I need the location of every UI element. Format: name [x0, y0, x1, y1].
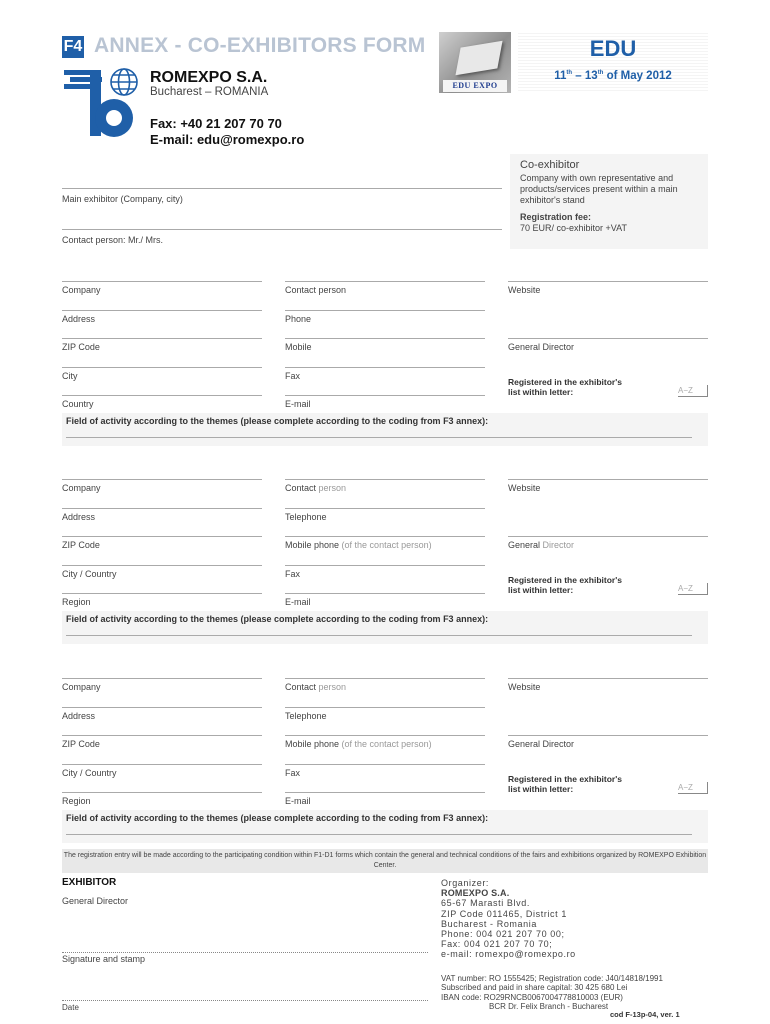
organizer-line: e-mail: romexpo@romexpo.ro: [441, 949, 576, 960]
general-director-input[interactable]: [508, 338, 708, 339]
mobile-input[interactable]: [285, 536, 485, 537]
fax-input[interactable]: [285, 367, 485, 368]
email-input[interactable]: [285, 593, 485, 594]
website-input[interactable]: [508, 678, 708, 679]
city-label: City: [62, 371, 78, 381]
city-input[interactable]: [62, 565, 262, 566]
country-label: Region: [62, 796, 91, 806]
zip-code-label: ZIP Code: [62, 739, 100, 749]
exhibitor-heading: EXHIBITOR: [62, 877, 117, 888]
address-input[interactable]: [62, 707, 262, 708]
contact-person-input[interactable]: [62, 229, 502, 230]
registration-notice: The registration entry will be made according to the participating condition within F1-D1 forms which contain the general and technical conditions of the fairs and exhibitions organized by ROMEXPO Exhibition Center.: [62, 849, 708, 873]
date-input[interactable]: [62, 1000, 428, 1001]
fax-input[interactable]: [285, 764, 485, 765]
edu-expo-logo-text: EDU EXPO: [443, 80, 507, 92]
main-exhibitor-label: Main exhibitor (Company, city): [62, 194, 183, 204]
event-banner: [518, 32, 708, 91]
vat-line: VAT number: RO 1555425; Registration code: J40/14818/1991: [441, 974, 663, 983]
contact-person-input[interactable]: [285, 281, 485, 282]
romexpo-logo-icon: [62, 66, 146, 138]
date-label: Date: [62, 1003, 79, 1012]
general-director-label: General Director: [508, 739, 575, 749]
field-of-activity-input[interactable]: [66, 635, 692, 636]
country-input[interactable]: [62, 792, 262, 793]
city-label: City / Country: [62, 768, 117, 778]
phone-label: Telephone: [285, 711, 327, 721]
phone-label: Telephone: [285, 512, 327, 522]
fax-input[interactable]: [285, 565, 485, 566]
coexhibitor-info-panel: [510, 154, 708, 249]
website-label: Website: [508, 285, 541, 295]
registration-fee-value: 70 EUR/ co-exhibitor +VAT: [520, 223, 627, 233]
contact-person-input[interactable]: [285, 479, 485, 480]
field-of-activity-label: Field of activity according to the themes (please complete according to the coding from F3 annex):: [66, 813, 489, 823]
zip-code-input[interactable]: [62, 536, 262, 537]
contact-person-input[interactable]: [285, 678, 485, 679]
general-director-label: General Director: [508, 342, 575, 352]
event-name: EDU: [589, 36, 637, 61]
zip-code-input[interactable]: [62, 735, 262, 736]
coexhibitor-block-1: [0, 281, 770, 451]
field-of-activity-label: Field of activity according to the themes (please complete according to the coding from F3 annex):: [66, 614, 489, 624]
email-input[interactable]: [285, 792, 485, 793]
general-director-input[interactable]: [508, 536, 708, 537]
website-label: Website: [508, 682, 541, 692]
vat-line: BCR Dr. Felix Branch - Bucharest: [489, 1001, 609, 1011]
field-of-activity-input[interactable]: [66, 834, 692, 835]
phone-input[interactable]: [285, 707, 485, 708]
email-input[interactable]: [285, 395, 485, 396]
mobile-label: Mobile phone (of the contact person): [285, 540, 432, 550]
event-dates: 11th – 13th of May 2012: [554, 70, 672, 82]
registered-letter-label: Registered in the exhibitor's list within letter:: [508, 377, 622, 397]
company-input[interactable]: [62, 281, 262, 282]
country-input[interactable]: [62, 395, 262, 396]
country-label: Region: [62, 597, 91, 607]
website-input[interactable]: [508, 281, 708, 282]
website-input[interactable]: [508, 479, 708, 480]
email-label: E-mail: [285, 399, 311, 409]
mobile-label: Mobile phone (of the contact person): [285, 739, 432, 749]
organizer-info: [441, 878, 576, 960]
form-code-badge: F4: [62, 36, 84, 58]
organizer-line: ZIP Code 011465, District 1: [441, 908, 567, 919]
coexhibitor-description: Company with own representative and products/services present within a main exhibitor's stand: [520, 173, 678, 205]
field-of-activity-label: Field of activity according to the themes (please complete according to the coding from F3 annex):: [66, 416, 489, 426]
field-of-activity: [62, 413, 708, 446]
contact-person-label: Contact person: [285, 483, 347, 493]
vat-line: Subscribed and paid in share capital: 30 425 680 Lei: [441, 983, 628, 993]
contact-person-label: Contact person: [285, 682, 347, 692]
phone-input[interactable]: [285, 310, 485, 311]
city-label: City / Country: [62, 569, 117, 579]
address-input[interactable]: [62, 310, 262, 311]
coexhibitor-heading: Co-exhibitor: [520, 159, 580, 171]
mobile-input[interactable]: [285, 735, 485, 736]
fax-label: Fax: [285, 768, 301, 778]
organizer-line: Bucharest - Romania: [441, 918, 537, 929]
coexhibitor-block-3: [0, 678, 770, 848]
registered-letter-input[interactable]: A−Z: [678, 385, 708, 397]
contact-person-label: Contact person: Mr./ Mrs.: [62, 235, 164, 245]
registration-fee-label: Registration fee:: [520, 212, 592, 222]
coexhibitor-block-2: [0, 479, 770, 649]
company-label: Company: [62, 285, 101, 295]
website-label: Website: [508, 483, 541, 493]
company-label: Company: [62, 483, 101, 493]
signature-label: Signature and stamp: [62, 954, 146, 964]
phone-input[interactable]: [285, 508, 485, 509]
company-name: ROMEXPO S.A.: [150, 69, 268, 86]
organizer-line: Fax: 004 021 207 70 70;: [441, 939, 553, 950]
organizer-line: Phone: 004 021 207 70 00;: [441, 929, 565, 940]
signature-input[interactable]: [62, 952, 428, 953]
phone-label: Phone: [285, 314, 312, 324]
organizer-line: 65-67 Marasti Blvd.: [441, 898, 530, 909]
contact-person-label: Contact person: [285, 285, 347, 295]
zip-code-label: ZIP Code: [62, 342, 100, 352]
registered-letter-label: Registered in the exhibitor's list within letter:: [508, 774, 622, 794]
fax-label: Fax: [285, 569, 301, 579]
general-director-label: General Director: [62, 896, 129, 906]
address-label: Address: [62, 314, 96, 324]
mobile-label: Mobile: [285, 342, 312, 352]
company-input[interactable]: [62, 479, 262, 480]
general-director-label: General Director: [508, 540, 575, 550]
country-input[interactable]: [62, 593, 262, 594]
registered-letter-input[interactable]: A−Z: [678, 583, 708, 595]
company-input[interactable]: [62, 678, 262, 679]
form-version-code: cod F-13p-04, ver. 1: [610, 1010, 680, 1019]
fax-label: Fax: [285, 371, 301, 381]
country-label: Country: [62, 399, 94, 409]
registered-letter-label: Registered in the exhibitor's list within letter:: [508, 575, 622, 595]
form-title: ANNEX - CO-EXHIBITORS FORM: [94, 34, 426, 57]
edu-expo-logo: [439, 32, 511, 93]
city-input[interactable]: [62, 764, 262, 765]
book-image: [455, 41, 502, 76]
vat-line: IBAN code: RO29RNCB0067004778810003 (EUR): [441, 992, 623, 1002]
company-email: E-mail: edu@romexpo.ro: [150, 132, 305, 147]
main-exhibitor-input[interactable]: [62, 188, 502, 189]
field-of-activity: [62, 810, 708, 843]
address-input[interactable]: [62, 508, 262, 509]
registered-letter-input[interactable]: A−Z: [678, 782, 708, 794]
company-contact: [150, 116, 304, 148]
email-label: E-mail: [285, 597, 311, 607]
company-label: Company: [62, 682, 101, 692]
field-of-activity: [62, 611, 708, 644]
email-label: E-mail: [285, 796, 311, 806]
city-input[interactable]: [62, 367, 262, 368]
organizer-line: Organizer:: [441, 878, 490, 888]
organizer-line: ROMEXPO S.A.: [441, 888, 510, 899]
address-label: Address: [62, 512, 96, 522]
general-director-input[interactable]: [508, 735, 708, 736]
zip-code-input[interactable]: [62, 338, 262, 339]
address-label: Address: [62, 711, 96, 721]
company-fax: Fax: +40 21 207 70 70: [150, 116, 282, 131]
vat-info: [441, 974, 663, 1011]
mobile-input[interactable]: [285, 338, 485, 339]
zip-code-label: ZIP Code: [62, 540, 100, 550]
company-city: Bucharest – ROMANIA: [150, 86, 269, 98]
field-of-activity-input[interactable]: [66, 437, 692, 438]
